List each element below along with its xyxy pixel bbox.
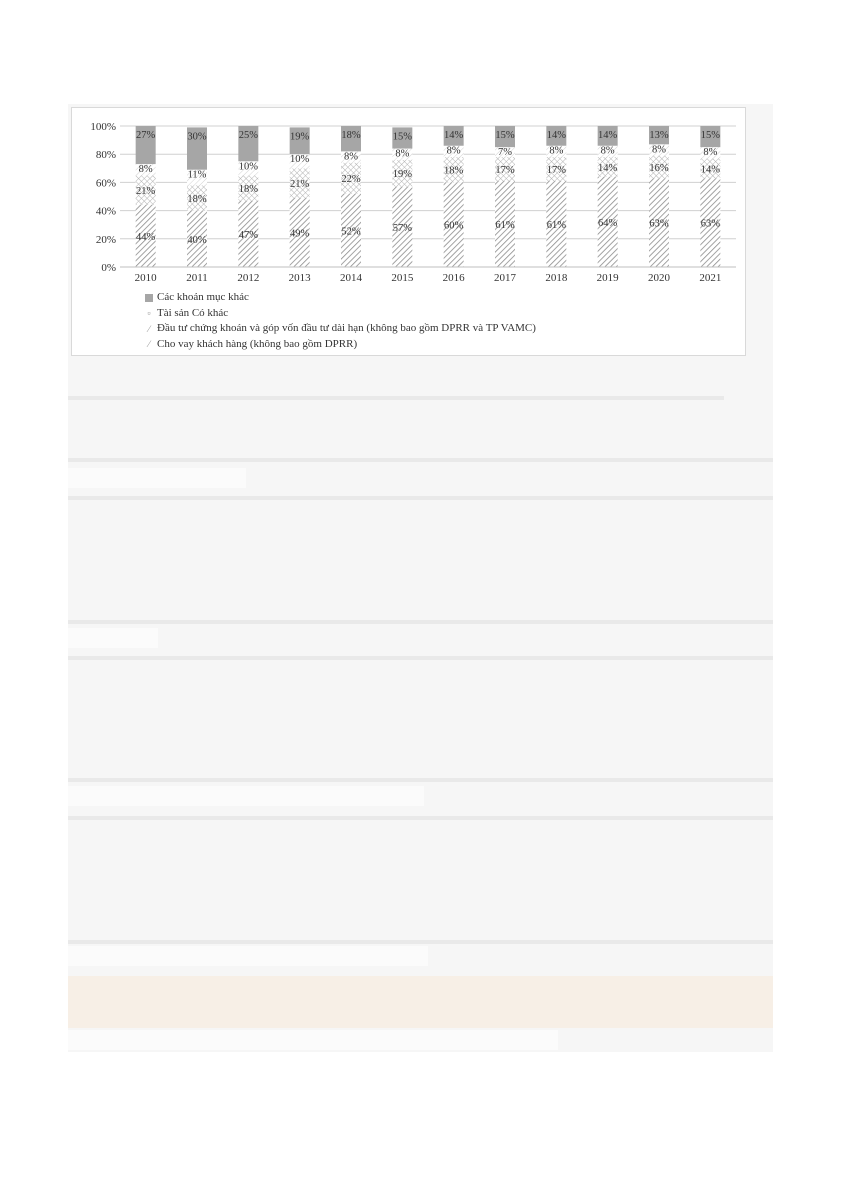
data-label: 18% bbox=[444, 165, 464, 177]
data-label: 22% bbox=[341, 174, 361, 186]
data-label: 18% bbox=[341, 130, 361, 141]
page-band bbox=[68, 620, 773, 624]
data-label: 7% bbox=[498, 147, 512, 159]
x-tick-label: 2013 bbox=[288, 272, 311, 284]
data-label: 57% bbox=[392, 222, 412, 234]
x-tick-label: 2020 bbox=[648, 272, 670, 284]
page-block bbox=[68, 628, 158, 648]
y-tick-label: 100% bbox=[90, 121, 116, 133]
page-block bbox=[68, 468, 246, 488]
data-label: 14% bbox=[444, 130, 464, 141]
legend-item-other-items bbox=[145, 290, 536, 306]
data-label: 25% bbox=[238, 130, 258, 141]
page-block bbox=[68, 786, 424, 806]
data-label: 18% bbox=[187, 193, 207, 205]
data-label: 61% bbox=[495, 219, 515, 231]
bars bbox=[136, 126, 721, 267]
data-label: 21% bbox=[136, 186, 156, 198]
legend-label: Đầu tư chứng khoán và góp vốn đầu tư dài hạn (không bao gồm DPRR và TP VAMC) bbox=[157, 322, 536, 334]
data-label: 8% bbox=[446, 145, 461, 157]
data-label: 49% bbox=[290, 228, 310, 240]
x-tick-label: 2011 bbox=[186, 272, 208, 284]
data-label: 14% bbox=[700, 164, 720, 176]
data-label: 14% bbox=[598, 162, 618, 174]
y-tick-label: 80% bbox=[95, 149, 116, 162]
data-label: 44% bbox=[136, 231, 156, 243]
x-tick-label: 2014 bbox=[340, 272, 362, 284]
data-label: 8% bbox=[549, 145, 564, 157]
page-band bbox=[68, 976, 773, 1028]
x-tick-label: 2010 bbox=[134, 272, 157, 284]
legend-swatch-solid bbox=[145, 294, 153, 302]
data-labels bbox=[136, 130, 720, 246]
x-tick-label: 2019 bbox=[596, 272, 619, 284]
data-label: 21% bbox=[290, 179, 310, 191]
y-tick-label: 60% bbox=[95, 177, 116, 190]
data-label: 64% bbox=[598, 217, 618, 229]
page-band bbox=[68, 656, 773, 660]
legend-label: Các khoản mục khác bbox=[157, 291, 249, 303]
data-label: 15% bbox=[392, 131, 412, 143]
y-tick-label: 40% bbox=[95, 205, 116, 218]
data-label: 60% bbox=[444, 220, 464, 232]
x-tick-label: 2021 bbox=[699, 272, 722, 284]
data-label: 27% bbox=[136, 130, 156, 141]
data-label: 16% bbox=[649, 162, 669, 174]
legend-label: Cho vay khách hàng (không bao gồm DPRR) bbox=[157, 337, 358, 350]
page-band bbox=[68, 396, 724, 400]
data-label: 8% bbox=[652, 144, 666, 156]
y-tick-label: 20% bbox=[95, 233, 116, 246]
data-label: 8% bbox=[395, 148, 410, 160]
page-band bbox=[68, 816, 773, 820]
legend-item-other-assets bbox=[145, 306, 536, 322]
data-label: 8% bbox=[344, 151, 358, 163]
data-label: 52% bbox=[341, 226, 361, 238]
data-label: 13% bbox=[649, 130, 669, 141]
data-label: 15% bbox=[495, 130, 515, 141]
legend-label: Tài sản Có khác bbox=[157, 306, 229, 319]
page-block bbox=[68, 1030, 558, 1050]
data-label: 8% bbox=[600, 145, 615, 157]
x-tick-label: 2016 bbox=[442, 272, 465, 284]
page-band bbox=[68, 496, 773, 500]
data-label: 61% bbox=[546, 219, 566, 231]
chart-legend bbox=[145, 290, 536, 352]
data-label: 47% bbox=[238, 229, 258, 241]
data-label: 40% bbox=[187, 234, 207, 246]
data-label: 14% bbox=[546, 130, 566, 141]
legend-item-investments bbox=[145, 321, 536, 337]
legend-swatch-crosshatch: ⁄ bbox=[148, 323, 150, 334]
x-tick-label: 2017 bbox=[494, 272, 516, 284]
y-tick-label: 0% bbox=[101, 262, 116, 274]
data-label: 63% bbox=[700, 218, 720, 230]
data-label: 19% bbox=[290, 131, 310, 143]
x-tick-label: 2012 bbox=[237, 272, 260, 284]
data-label: 19% bbox=[392, 169, 412, 181]
page-band bbox=[68, 778, 773, 782]
legend-swatch-dots: ▫ bbox=[147, 308, 151, 319]
gridlines bbox=[120, 126, 736, 267]
stacked-bar-chart bbox=[0, 0, 841, 300]
data-label: 10% bbox=[238, 161, 258, 173]
x-tick-label: 2018 bbox=[545, 272, 568, 284]
data-label: 63% bbox=[649, 218, 669, 230]
legend-swatch-diagonal: ⁄ bbox=[148, 339, 150, 350]
legend-item-loans bbox=[145, 337, 536, 353]
data-label: 8% bbox=[703, 147, 718, 159]
data-label: 8% bbox=[138, 164, 153, 176]
data-label: 30% bbox=[187, 131, 207, 143]
x-tick-label: 2015 bbox=[391, 272, 414, 284]
data-label: 17% bbox=[495, 165, 515, 177]
y-axis bbox=[90, 121, 116, 274]
page-band bbox=[68, 458, 773, 462]
page-band bbox=[68, 940, 773, 944]
data-label: 14% bbox=[598, 130, 618, 141]
data-label: 15% bbox=[700, 130, 720, 141]
x-axis bbox=[120, 267, 736, 284]
data-label: 10% bbox=[290, 154, 310, 166]
data-label: 18% bbox=[238, 184, 258, 196]
data-label: 17% bbox=[546, 165, 566, 177]
data-label: 11% bbox=[187, 169, 207, 181]
page-block bbox=[68, 946, 428, 966]
